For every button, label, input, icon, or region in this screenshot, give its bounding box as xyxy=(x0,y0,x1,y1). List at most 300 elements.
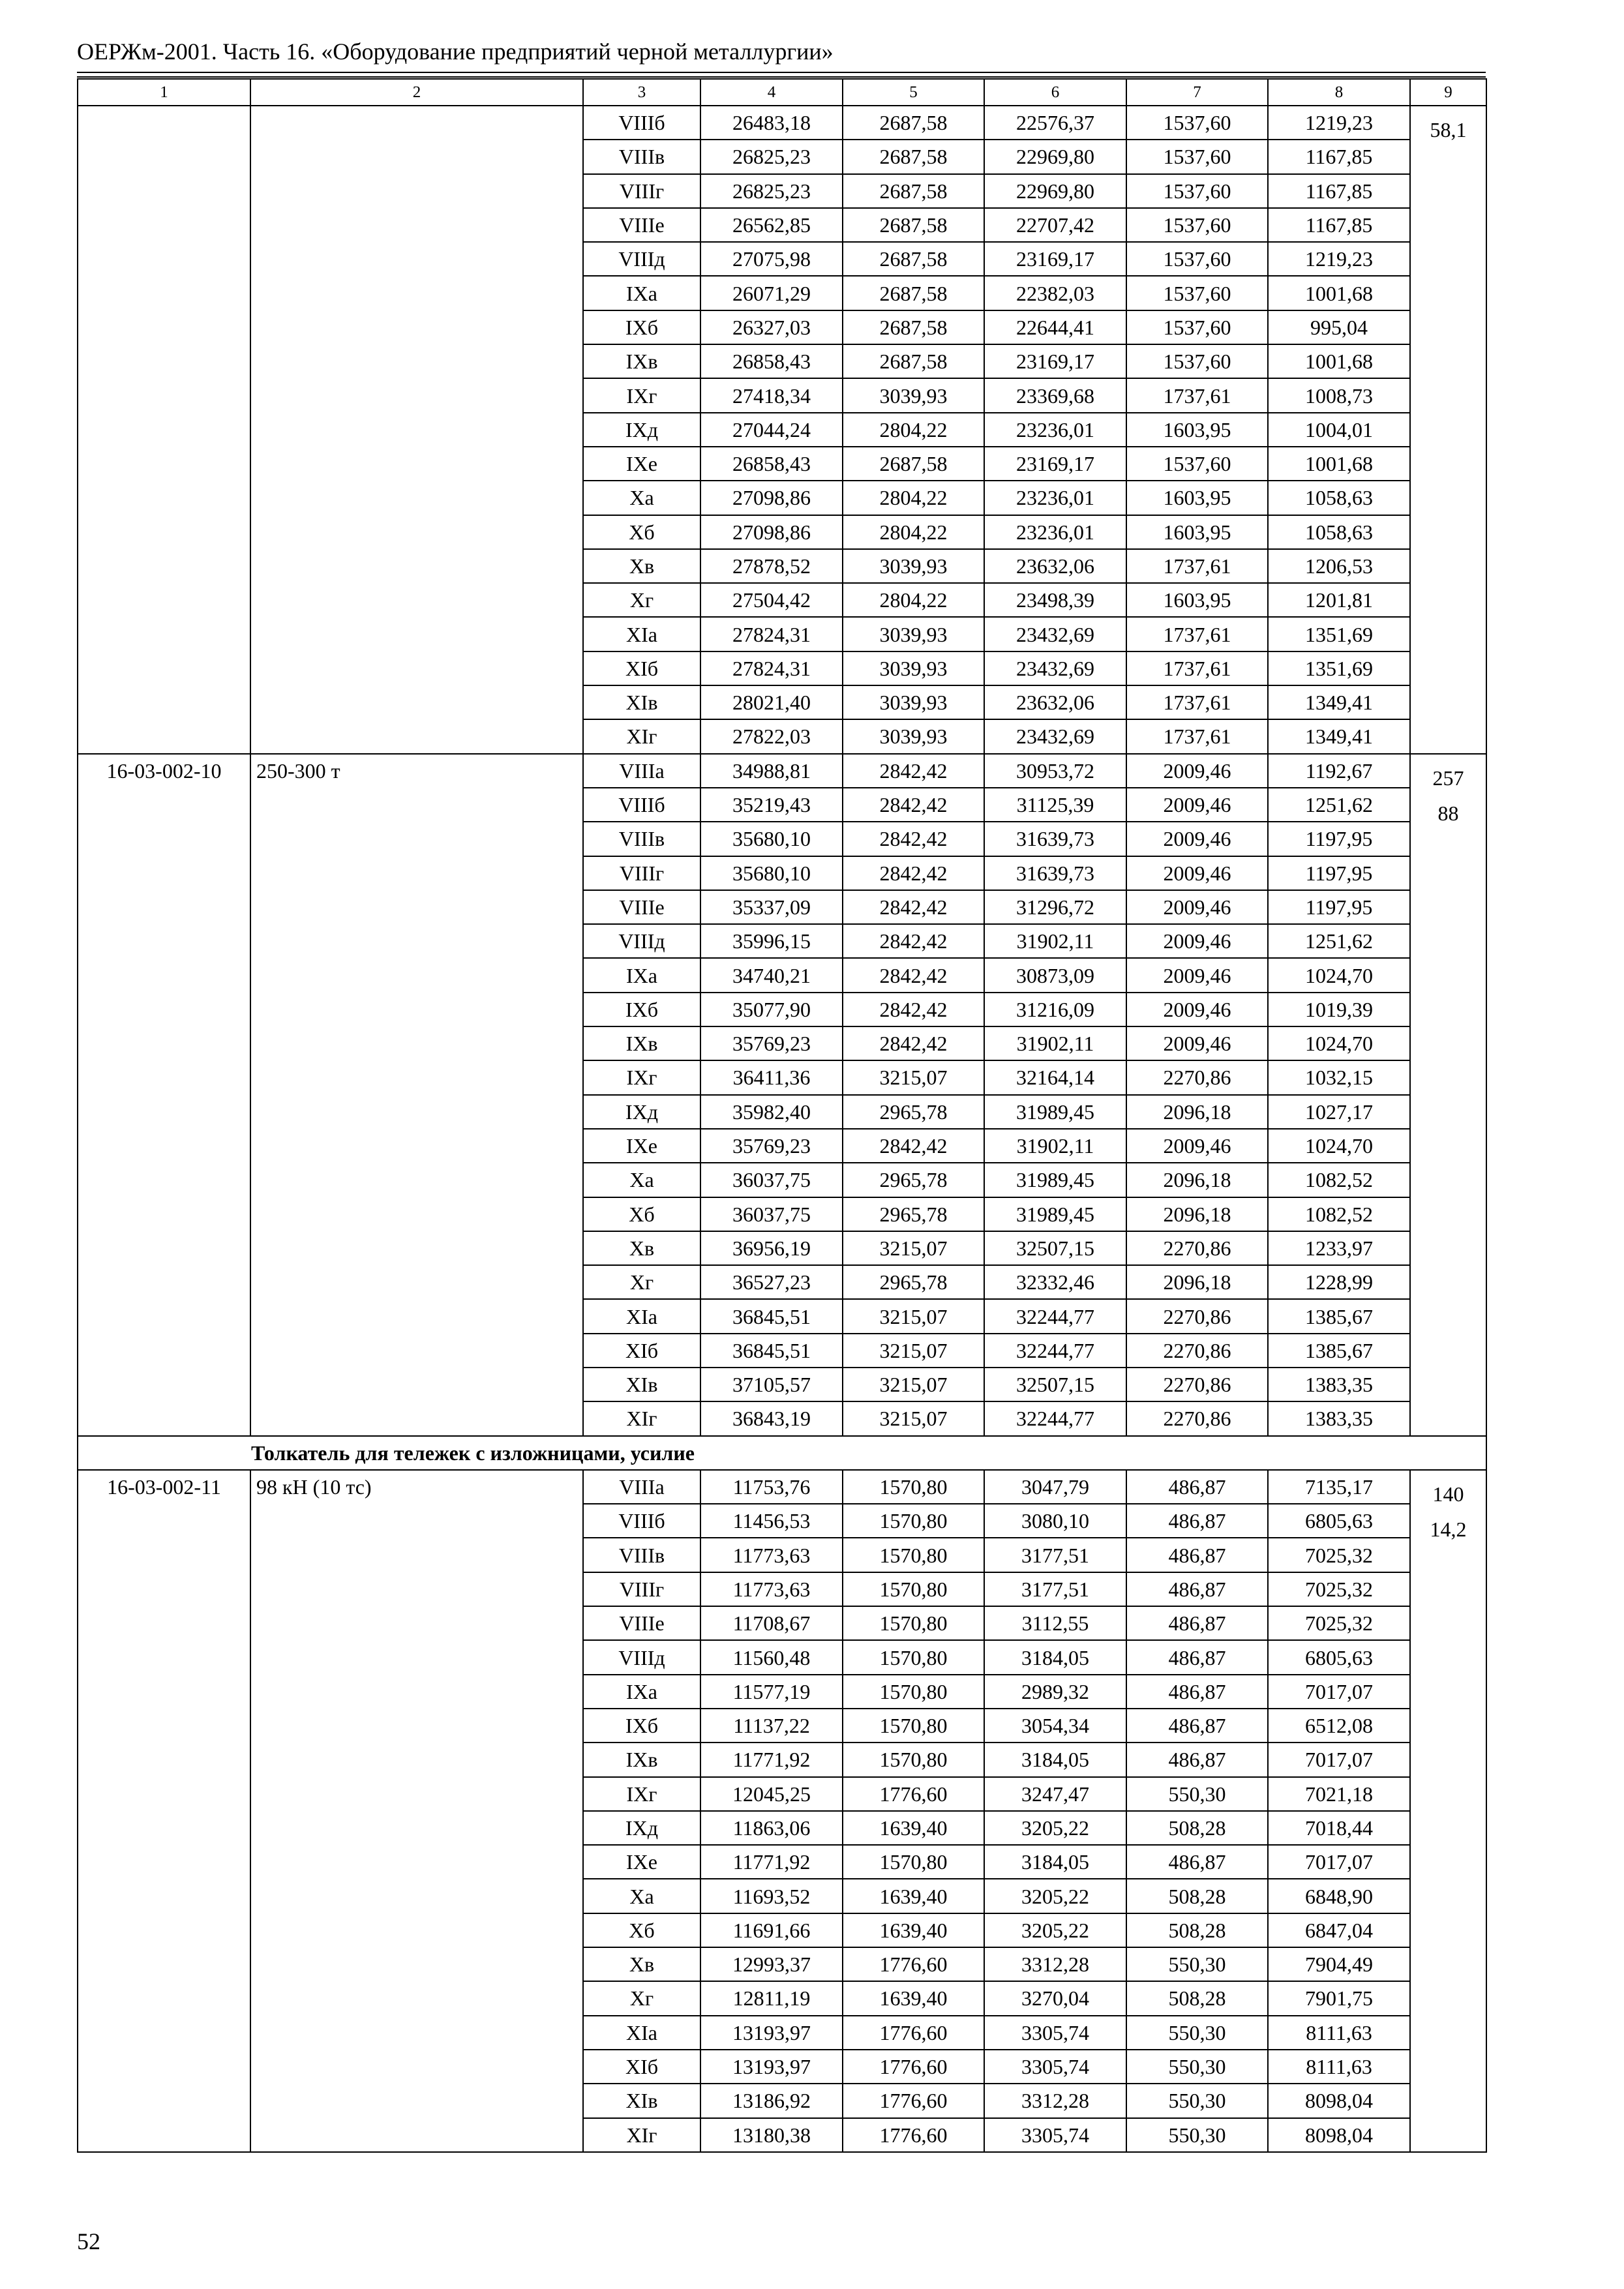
table-cell: 2804,22 xyxy=(843,515,984,549)
table-cell: IXа xyxy=(583,1675,700,1709)
table-cell: 3177,51 xyxy=(984,1572,1126,1606)
column-number: 6 xyxy=(984,79,1126,106)
table-cell: 508,28 xyxy=(1126,1913,1268,1947)
table-cell: 7018,44 xyxy=(1268,1811,1410,1845)
table-cell: 2804,22 xyxy=(843,583,984,617)
table-cell: 22644,41 xyxy=(984,310,1126,344)
table-cell: XIа xyxy=(583,2016,700,2050)
table-cell: 11577,19 xyxy=(700,1675,843,1709)
table-cell: 13193,97 xyxy=(700,2016,843,2050)
table-row xyxy=(78,754,1486,788)
table-cell: 1570,80 xyxy=(843,1572,984,1606)
table-cell: 1385,67 xyxy=(1268,1334,1410,1368)
table-cell: VIIIе xyxy=(583,208,700,242)
table-cell: 3039,93 xyxy=(843,685,984,719)
table-cell: 31639,73 xyxy=(984,856,1126,890)
table-cell: 7017,07 xyxy=(1268,1845,1410,1879)
table-cell: IXе xyxy=(583,1845,700,1879)
table-cell: 6847,04 xyxy=(1268,1913,1410,1947)
table-cell: VIIIг xyxy=(583,174,700,208)
table-cell: 31989,45 xyxy=(984,1197,1126,1231)
table-cell: 2687,58 xyxy=(843,242,984,276)
table-cell: 35680,10 xyxy=(700,822,843,856)
table-cell: 1570,80 xyxy=(843,1743,984,1776)
table-cell: 1001,68 xyxy=(1268,447,1410,481)
table-cell: 1639,40 xyxy=(843,1879,984,1913)
table-cell: 35769,23 xyxy=(700,1129,843,1163)
table-cell: 13193,97 xyxy=(700,2050,843,2084)
table-cell: 34740,21 xyxy=(700,958,843,992)
table-cell: 22969,80 xyxy=(984,174,1126,208)
column-number: 1 xyxy=(78,79,250,106)
column-number: 9 xyxy=(1410,79,1486,106)
table-cell: 3205,22 xyxy=(984,1811,1126,1845)
header-rule-bottom xyxy=(77,76,1486,78)
table-cell: 1737,61 xyxy=(1126,651,1268,685)
table-cell: 3047,79 xyxy=(984,1470,1126,1504)
table-cell: 3112,55 xyxy=(984,1606,1126,1640)
table-cell: 36845,51 xyxy=(700,1334,843,1368)
table-cell: 36037,75 xyxy=(700,1163,843,1197)
item-code: 16-03-002-11 xyxy=(78,1470,250,2152)
table-cell: 11753,76 xyxy=(700,1470,843,1504)
table-cell: 3054,34 xyxy=(984,1709,1126,1743)
table-cell: 27824,31 xyxy=(700,617,843,651)
table-cell: Xг xyxy=(583,1981,700,2015)
table-cell: 26071,29 xyxy=(700,276,843,310)
table-cell: 1737,61 xyxy=(1126,549,1268,583)
table-cell: 23632,06 xyxy=(984,685,1126,719)
table-cell: 3215,07 xyxy=(843,1368,984,1401)
table-cell: 3215,07 xyxy=(843,1060,984,1094)
table-cell: 1537,60 xyxy=(1126,208,1268,242)
table-cell: 2965,78 xyxy=(843,1163,984,1197)
table-cell: 2096,18 xyxy=(1126,1163,1268,1197)
table-cell: 2270,86 xyxy=(1126,1401,1268,1435)
table-cell: 486,87 xyxy=(1126,1743,1268,1776)
table-cell: 7025,32 xyxy=(1268,1538,1410,1572)
table-cell: 36527,23 xyxy=(700,1265,843,1299)
section-heading: Толкатель для тележек с изложницами, усилие xyxy=(78,1436,1486,1470)
table-cell: 3039,93 xyxy=(843,617,984,651)
table-cell: 6805,63 xyxy=(1268,1640,1410,1674)
table-cell: 7901,75 xyxy=(1268,1981,1410,2015)
table-cell: 1219,23 xyxy=(1268,106,1410,140)
table-cell: 26483,18 xyxy=(700,106,843,140)
column-number: 8 xyxy=(1268,79,1410,106)
table-cell: XIа xyxy=(583,617,700,651)
table-cell: 23169,17 xyxy=(984,242,1126,276)
labor-cost-value: 88 xyxy=(1437,801,1459,825)
price-table-body xyxy=(78,79,1486,2152)
table-cell: 8111,63 xyxy=(1268,2016,1410,2050)
table-cell: 1008,73 xyxy=(1268,378,1410,412)
table-cell: 11456,53 xyxy=(700,1504,843,1538)
table-cell: 1639,40 xyxy=(843,1913,984,1947)
table-cell: 1251,62 xyxy=(1268,788,1410,822)
table-cell: 12045,25 xyxy=(700,1777,843,1811)
table-cell: 1776,60 xyxy=(843,2118,984,2152)
table-cell: 1537,60 xyxy=(1126,242,1268,276)
table-cell: 13180,38 xyxy=(700,2118,843,2152)
table-cell: 1167,85 xyxy=(1268,208,1410,242)
table-cell: 486,87 xyxy=(1126,1675,1268,1709)
table-cell: 550,30 xyxy=(1126,2118,1268,2152)
table-cell: 1537,60 xyxy=(1126,344,1268,378)
header-rule-top xyxy=(77,72,1486,73)
table-cell: 1776,60 xyxy=(843,1777,984,1811)
table-cell: 27044,24 xyxy=(700,413,843,447)
table-cell: IXб xyxy=(583,1709,700,1743)
table-cell: 1058,63 xyxy=(1268,515,1410,549)
table-cell: 11137,22 xyxy=(700,1709,843,1743)
table-cell: 32164,14 xyxy=(984,1060,1126,1094)
table-cell: VIIIа xyxy=(583,1470,700,1504)
table-cell: 36845,51 xyxy=(700,1299,843,1333)
table-cell: VIIIе xyxy=(583,890,700,924)
table-cell: IXб xyxy=(583,993,700,1026)
table-cell: 2009,46 xyxy=(1126,993,1268,1026)
table-cell: 3215,07 xyxy=(843,1231,984,1265)
table-cell: 3312,28 xyxy=(984,2084,1126,2117)
table-cell: 1001,68 xyxy=(1268,276,1410,310)
table-cell: 2842,42 xyxy=(843,993,984,1026)
table-cell: 3039,93 xyxy=(843,549,984,583)
table-cell: 1385,67 xyxy=(1268,1299,1410,1333)
table-cell: 37105,57 xyxy=(700,1368,843,1401)
table-cell: 508,28 xyxy=(1126,1981,1268,2015)
table-cell: 23169,17 xyxy=(984,344,1126,378)
table-cell: 6805,63 xyxy=(1268,1504,1410,1538)
table-cell: Xб xyxy=(583,515,700,549)
table-cell: 27504,42 xyxy=(700,583,843,617)
table-cell: 35680,10 xyxy=(700,856,843,890)
table-cell: XIв xyxy=(583,2084,700,2117)
table-cell: 486,87 xyxy=(1126,1845,1268,1879)
table-cell: 486,87 xyxy=(1126,1640,1268,1674)
table-cell: 27098,86 xyxy=(700,515,843,549)
table-cell: 1197,95 xyxy=(1268,856,1410,890)
table-cell: 7017,07 xyxy=(1268,1743,1410,1776)
table-cell: 6848,90 xyxy=(1268,1879,1410,1913)
table-cell: 2687,58 xyxy=(843,447,984,481)
table-cell: 1383,35 xyxy=(1268,1368,1410,1401)
table-cell: 508,28 xyxy=(1126,1811,1268,1845)
table-cell: 1737,61 xyxy=(1126,719,1268,753)
table-cell: 1537,60 xyxy=(1126,276,1268,310)
table-cell: 2842,42 xyxy=(843,924,984,958)
table-cell: VIIIд xyxy=(583,242,700,276)
table-cell: 1058,63 xyxy=(1268,481,1410,515)
table-cell: 1537,60 xyxy=(1126,106,1268,140)
table-cell: 36411,36 xyxy=(700,1060,843,1094)
table-cell: 1776,60 xyxy=(843,1947,984,1981)
table-cell: Xа xyxy=(583,1879,700,1913)
table-cell: 1537,60 xyxy=(1126,310,1268,344)
table-cell: 1219,23 xyxy=(1268,242,1410,276)
table-cell: IXд xyxy=(583,413,700,447)
column-number: 7 xyxy=(1126,79,1268,106)
table-cell: 3215,07 xyxy=(843,1299,984,1333)
table-cell: 1383,35 xyxy=(1268,1401,1410,1435)
table-cell: 12993,37 xyxy=(700,1947,843,1981)
table-cell: 550,30 xyxy=(1126,1947,1268,1981)
table-cell: 23632,06 xyxy=(984,549,1126,583)
table-cell: 27824,31 xyxy=(700,651,843,685)
table-cell: 3247,47 xyxy=(984,1777,1126,1811)
table-cell: 1351,69 xyxy=(1268,651,1410,685)
table-cell: 1570,80 xyxy=(843,1538,984,1572)
table-cell: 2842,42 xyxy=(843,754,984,788)
table-cell: 1570,80 xyxy=(843,1675,984,1709)
page-header-title: ОЕРЖм-2001. Часть 16. «Оборудование предприятий черной металлургии» xyxy=(77,38,834,65)
table-cell: 31902,11 xyxy=(984,924,1126,958)
table-cell: 23432,69 xyxy=(984,617,1126,651)
labor-cost-cell xyxy=(1410,1470,1486,2152)
table-cell: 2965,78 xyxy=(843,1095,984,1129)
table-cell: 22576,37 xyxy=(984,106,1126,140)
table-cell: 1737,61 xyxy=(1126,378,1268,412)
table-cell: 1228,99 xyxy=(1268,1265,1410,1299)
table-cell: 23236,01 xyxy=(984,515,1126,549)
table-cell: 1737,61 xyxy=(1126,617,1268,651)
table-cell: 7135,17 xyxy=(1268,1470,1410,1504)
table-cell: 35769,23 xyxy=(700,1026,843,1060)
table-cell: 26825,23 xyxy=(700,174,843,208)
table-cell: 28021,40 xyxy=(700,685,843,719)
table-cell: 1603,95 xyxy=(1126,515,1268,549)
table-cell: Xв xyxy=(583,1231,700,1265)
table-cell: 550,30 xyxy=(1126,1777,1268,1811)
item-name: 250-300 т xyxy=(250,754,583,1436)
table-cell: Xб xyxy=(583,1197,700,1231)
table-cell: 22707,42 xyxy=(984,208,1126,242)
table-cell: 1603,95 xyxy=(1126,583,1268,617)
table-cell: 35219,43 xyxy=(700,788,843,822)
table-cell: 2009,46 xyxy=(1126,890,1268,924)
table-cell: 30953,72 xyxy=(984,754,1126,788)
table-cell: 2842,42 xyxy=(843,1129,984,1163)
table-cell: 3312,28 xyxy=(984,1947,1126,1981)
table-cell: XIб xyxy=(583,651,700,685)
column-number: 3 xyxy=(583,79,700,106)
table-cell: 8098,04 xyxy=(1268,2118,1410,2152)
table-cell: 11771,92 xyxy=(700,1743,843,1776)
table-cell: 2687,58 xyxy=(843,106,984,140)
table-cell: 3205,22 xyxy=(984,1913,1126,1947)
table-cell: 11708,67 xyxy=(700,1606,843,1640)
table-cell: 32244,77 xyxy=(984,1401,1126,1435)
table-cell: 27075,98 xyxy=(700,242,843,276)
table-cell: 2009,46 xyxy=(1126,958,1268,992)
table-cell: 26825,23 xyxy=(700,140,843,173)
item-code xyxy=(78,106,250,754)
table-cell: 8098,04 xyxy=(1268,2084,1410,2117)
table-cell: XIв xyxy=(583,1368,700,1401)
table-cell: 1776,60 xyxy=(843,2050,984,2084)
price-table xyxy=(77,78,1487,2153)
table-cell: IXе xyxy=(583,447,700,481)
table-cell: 7025,32 xyxy=(1268,1572,1410,1606)
labor-cost-value: 58,1 xyxy=(1430,118,1467,142)
table-cell: 1349,41 xyxy=(1268,719,1410,753)
table-cell: VIIIг xyxy=(583,1572,700,1606)
table-cell: 27098,86 xyxy=(700,481,843,515)
table-cell: 23498,39 xyxy=(984,583,1126,617)
table-cell: 7021,18 xyxy=(1268,1777,1410,1811)
table-cell: VIIIа xyxy=(583,754,700,788)
table-cell: IXг xyxy=(583,378,700,412)
table-cell: 1737,61 xyxy=(1126,685,1268,719)
table-cell: 3305,74 xyxy=(984,2050,1126,2084)
item-code: 16-03-002-10 xyxy=(78,754,250,1436)
table-cell: 11773,63 xyxy=(700,1538,843,1572)
table-cell: 2965,78 xyxy=(843,1197,984,1231)
table-cell: 1570,80 xyxy=(843,1709,984,1743)
table-cell: VIIIе xyxy=(583,1606,700,1640)
table-cell: 1351,69 xyxy=(1268,617,1410,651)
table-cell: Xв xyxy=(583,549,700,583)
table-cell: 7017,07 xyxy=(1268,1675,1410,1709)
table-cell: 2009,46 xyxy=(1126,856,1268,890)
table-cell: 995,04 xyxy=(1268,310,1410,344)
table-cell: 3305,74 xyxy=(984,2118,1126,2152)
table-cell: 2804,22 xyxy=(843,481,984,515)
table-cell: 2096,18 xyxy=(1126,1095,1268,1129)
table-cell: VIIIб xyxy=(583,1504,700,1538)
table-cell: 31989,45 xyxy=(984,1095,1126,1129)
table-cell: 2687,58 xyxy=(843,310,984,344)
table-cell: 2009,46 xyxy=(1126,1129,1268,1163)
table-cell: 3039,93 xyxy=(843,378,984,412)
table-cell: 23432,69 xyxy=(984,719,1126,753)
table-cell: 2842,42 xyxy=(843,856,984,890)
table-cell: 7025,32 xyxy=(1268,1606,1410,1640)
table-cell: 3215,07 xyxy=(843,1401,984,1435)
table-cell: 1349,41 xyxy=(1268,685,1410,719)
table-cell: 31902,11 xyxy=(984,1129,1126,1163)
table-cell: 1004,01 xyxy=(1268,413,1410,447)
table-cell: 32244,77 xyxy=(984,1334,1126,1368)
table-cell: 2842,42 xyxy=(843,1026,984,1060)
table-cell: 486,87 xyxy=(1126,1470,1268,1504)
column-number: 2 xyxy=(250,79,583,106)
table-cell: 1082,52 xyxy=(1268,1163,1410,1197)
table-cell: XIг xyxy=(583,2118,700,2152)
table-cell: XIа xyxy=(583,1299,700,1333)
table-cell: 3039,93 xyxy=(843,651,984,685)
table-cell: 1082,52 xyxy=(1268,1197,1410,1231)
table-cell: 30873,09 xyxy=(984,958,1126,992)
labor-cost-value: 257 xyxy=(1432,766,1464,790)
table-cell: 2842,42 xyxy=(843,788,984,822)
table-cell: 508,28 xyxy=(1126,1879,1268,1913)
table-cell: 2687,58 xyxy=(843,140,984,173)
table-cell: 2009,46 xyxy=(1126,754,1268,788)
table-cell: VIIIд xyxy=(583,924,700,958)
table-cell: IXд xyxy=(583,1095,700,1129)
table-cell: 2270,86 xyxy=(1126,1334,1268,1368)
table-cell: 35982,40 xyxy=(700,1095,843,1129)
table-cell: 2096,18 xyxy=(1126,1197,1268,1231)
table-cell: 550,30 xyxy=(1126,2050,1268,2084)
table-cell: 2270,86 xyxy=(1126,1299,1268,1333)
table-cell: Xа xyxy=(583,1163,700,1197)
table-cell: 2009,46 xyxy=(1126,788,1268,822)
item-name: 98 кН (10 тс) xyxy=(250,1470,583,2152)
table-cell: 2687,58 xyxy=(843,174,984,208)
table-cell: 11773,63 xyxy=(700,1572,843,1606)
table-cell: IXв xyxy=(583,344,700,378)
table-cell: 2096,18 xyxy=(1126,1265,1268,1299)
table-cell: 3215,07 xyxy=(843,1334,984,1368)
table-cell: 1192,67 xyxy=(1268,754,1410,788)
table-cell: 486,87 xyxy=(1126,1709,1268,1743)
table-cell: 3039,93 xyxy=(843,719,984,753)
table-cell: 2842,42 xyxy=(843,890,984,924)
table-cell: 31125,39 xyxy=(984,788,1126,822)
table-cell: 3184,05 xyxy=(984,1845,1126,1879)
table-cell: 36956,19 xyxy=(700,1231,843,1265)
table-cell: 11863,06 xyxy=(700,1811,843,1845)
table-cell: 1024,70 xyxy=(1268,1026,1410,1060)
table-cell: 7904,49 xyxy=(1268,1947,1410,1981)
table-cell: 1233,97 xyxy=(1268,1231,1410,1265)
table-cell: 32244,77 xyxy=(984,1299,1126,1333)
table-cell: 1537,60 xyxy=(1126,174,1268,208)
table-cell: XIг xyxy=(583,1401,700,1435)
table-cell: VIIIг xyxy=(583,856,700,890)
table-cell: IXд xyxy=(583,1811,700,1845)
table-cell: 27418,34 xyxy=(700,378,843,412)
table-cell: IXв xyxy=(583,1026,700,1060)
table-cell: 35337,09 xyxy=(700,890,843,924)
table-cell: 35996,15 xyxy=(700,924,843,958)
table-cell: 2009,46 xyxy=(1126,924,1268,958)
table-cell: XIб xyxy=(583,2050,700,2084)
column-number: 5 xyxy=(843,79,984,106)
table-cell: 32507,15 xyxy=(984,1368,1126,1401)
table-cell: 486,87 xyxy=(1126,1538,1268,1572)
table-cell: 550,30 xyxy=(1126,2016,1268,2050)
table-cell: 23169,17 xyxy=(984,447,1126,481)
table-cell: IXе xyxy=(583,1129,700,1163)
labor-cost-value: 140 xyxy=(1432,1482,1464,1506)
table-cell: 34988,81 xyxy=(700,754,843,788)
table-cell: 486,87 xyxy=(1126,1572,1268,1606)
table-cell: Xг xyxy=(583,583,700,617)
table-cell: 12811,19 xyxy=(700,1981,843,2015)
table-cell: IXб xyxy=(583,310,700,344)
table-cell: 2009,46 xyxy=(1126,822,1268,856)
item-name xyxy=(250,106,583,754)
table-cell: 11691,66 xyxy=(700,1913,843,1947)
table-cell: 1639,40 xyxy=(843,1811,984,1845)
labor-cost-value: 14,2 xyxy=(1430,1517,1467,1541)
table-cell: 36843,19 xyxy=(700,1401,843,1435)
table-cell: 11771,92 xyxy=(700,1845,843,1879)
table-cell: 2009,46 xyxy=(1126,1026,1268,1060)
column-number-row xyxy=(78,79,1486,106)
table-cell: 31639,73 xyxy=(984,822,1126,856)
table-cell: 2989,32 xyxy=(984,1675,1126,1709)
table-cell: 3305,74 xyxy=(984,2016,1126,2050)
table-cell: 2270,86 xyxy=(1126,1231,1268,1265)
table-cell: 1537,60 xyxy=(1126,140,1268,173)
table-cell: 23236,01 xyxy=(984,413,1126,447)
table-cell: 26858,43 xyxy=(700,344,843,378)
labor-cost-cell xyxy=(1410,106,1486,754)
